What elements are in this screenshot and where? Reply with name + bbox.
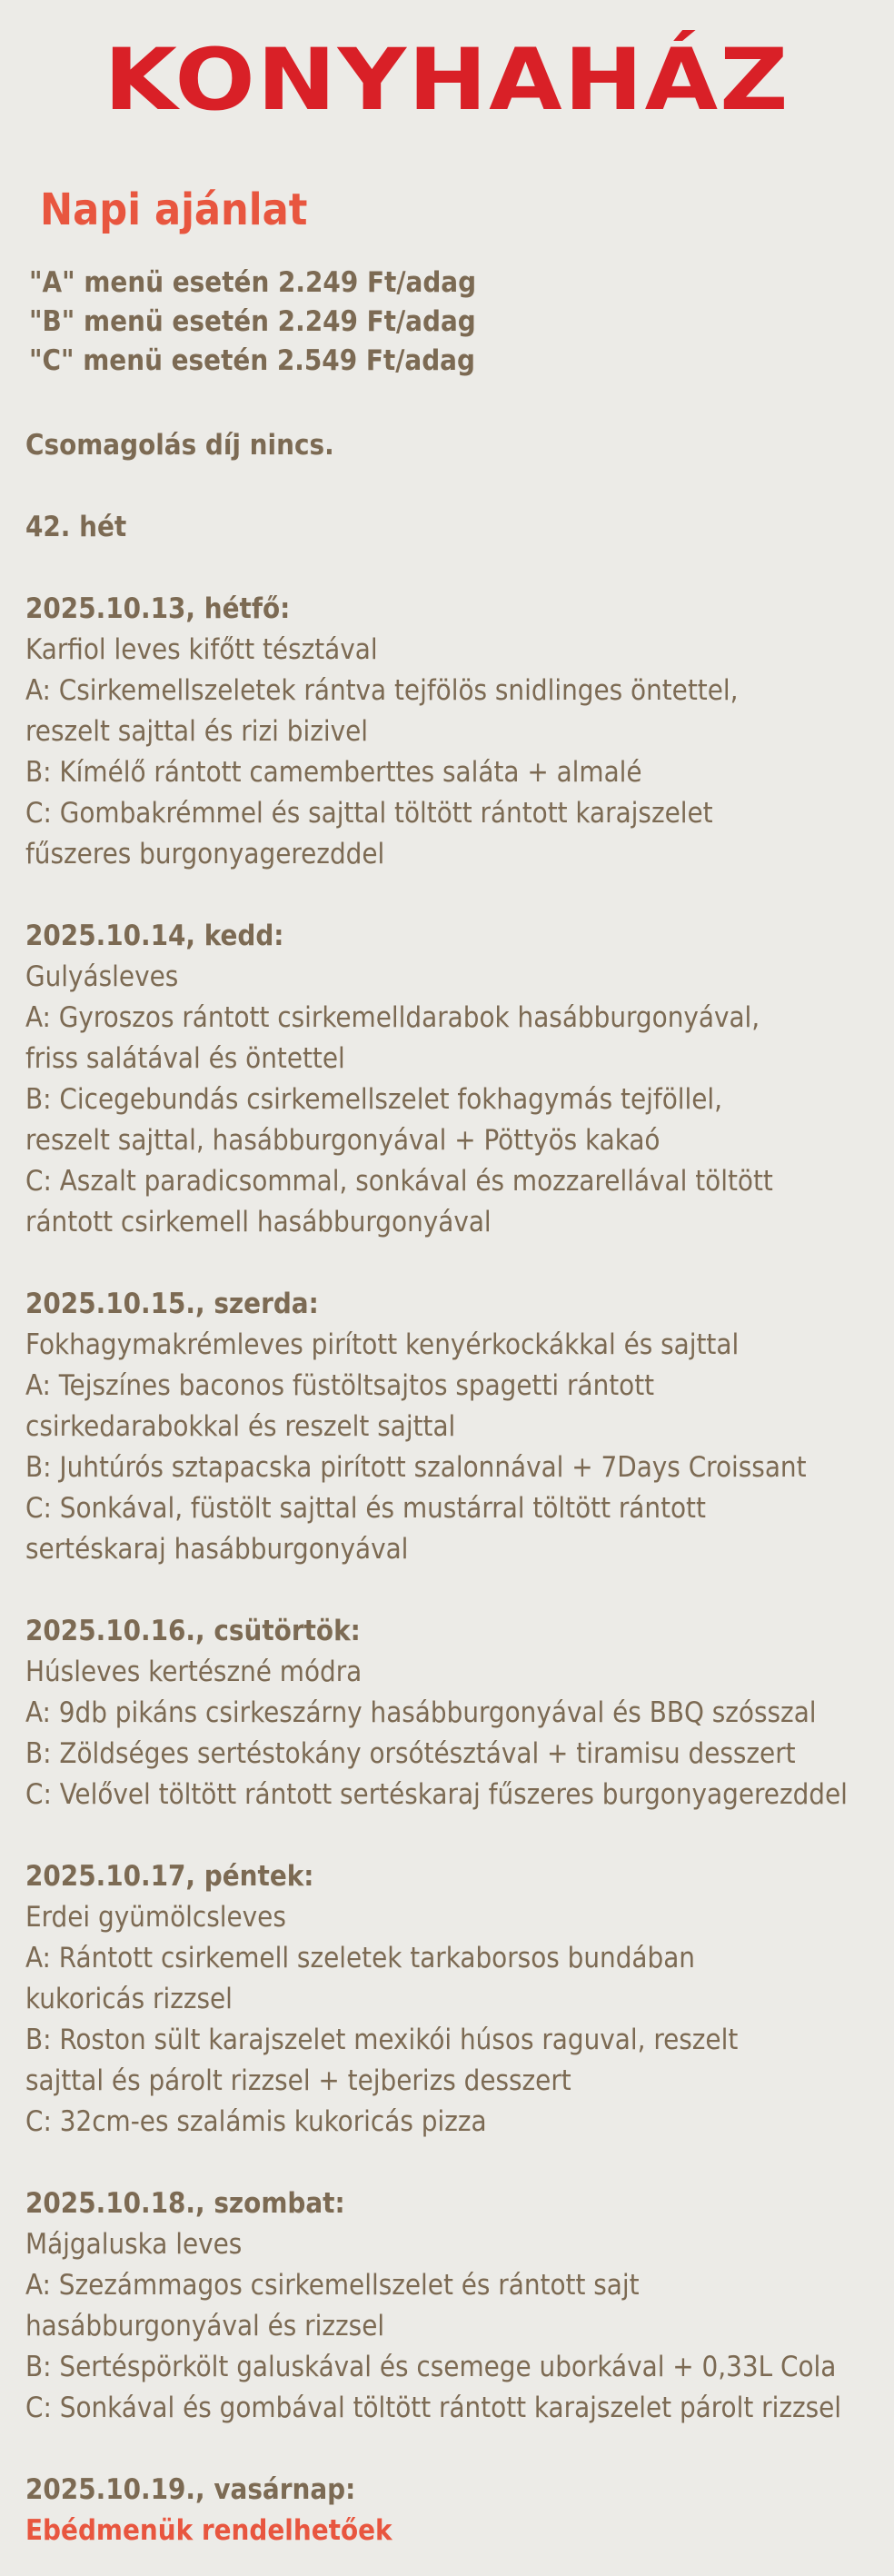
menu-line: A: Tejszínes baconos füstöltsajtos spagetti rántott [25, 1369, 655, 1402]
menu-line: C: Gombakrémmel és sajttal töltött rántott karajszelet [25, 797, 713, 830]
day-date: 2025.10.15., szerda: [25, 1288, 319, 1320]
price-b: "B" menü esetén 2.249 Ft/adag [29, 305, 476, 338]
day-date: 2025.10.14, kedd: [25, 920, 284, 952]
price-list [29, 264, 476, 381]
menu-line: C: Aszalt paradicsommal, sonkával és mozzarellával töltött [25, 1165, 773, 1198]
price-c: "C" menü esetén 2.549 Ft/adag [29, 344, 475, 377]
day-block-thursday [25, 1611, 889, 1815]
menu-line: hasábburgonyával és rizzsel [25, 2310, 385, 2342]
day-date: 2025.10.13, hétfő: [25, 592, 291, 625]
menu-line: B: Cicegebundás csirkemellszelet fokhagymás tejföllel, [25, 1083, 723, 1116]
packaging-note: Csomagolás díj nincs. [25, 429, 334, 462]
day-block-saturday [25, 2183, 889, 2429]
menu-line: C: 32cm-es szalámis kukoricás pizza [25, 2105, 487, 2138]
menu-line: B: Kímélő rántott camemberttes saláta + almalé [25, 756, 642, 789]
day-block-friday [25, 1856, 889, 2143]
menu-line: Fokhagymakrémleves pirított kenyérkockákkal és sajttal [25, 1328, 740, 1361]
menu-line: Erdei gyümölcsleves [25, 1901, 286, 1934]
menu-line: fűszeres burgonyagerezddel [25, 838, 385, 870]
menu-line: A: Csirkemellszeletek rántva tejfölös snidlinges öntettel, [25, 674, 739, 707]
menu-line: Karfiol leves kifőtt tésztával [25, 633, 378, 666]
day-block-wednesday [25, 1284, 889, 1570]
menu-line: C: Velővel töltött rántott sertéskaraj fűszeres burgonyagerezddel [25, 1778, 848, 1811]
menu-line: C: Sonkával, füstölt sajttal és mustárral töltött rántott [25, 1492, 706, 1525]
menu-line: A: Szezámmagos csirkemellszelet és rántott sajt [25, 2269, 640, 2302]
menu-content [25, 425, 889, 2551]
daily-offer-title: Napi ajánlat [40, 184, 308, 235]
menu-line: C: Sonkával és gombával töltött rántott karajszelet párolt rizzsel [25, 2392, 842, 2424]
menu-line: A: Rántott csirkemell szeletek tarkaborsos bundában [25, 1942, 695, 1974]
menu-line: reszelt sajttal, hasábburgonyával + Pöttyös kakaó [25, 1124, 661, 1157]
sunday-note: Ebédmenük rendelhetőek [25, 2514, 392, 2547]
menu-line: B: Roston sült karajszelet mexikói húsos raguval, reszelt [25, 2024, 739, 2056]
day-date: 2025.10.18., szombat: [25, 2187, 345, 2220]
day-date: 2025.10.17, péntek: [25, 1860, 314, 1893]
day-date: 2025.10.16., csütörtök: [25, 1615, 361, 1647]
menu-line: B: Sertéspörkölt galuskával és csemege uborkával + 0,33L Cola [25, 2351, 837, 2383]
menu-line: Húsleves kertészné módra [25, 1656, 363, 1688]
menu-line: B: Zöldséges sertéstokány orsótésztával + tiramisu desszert [25, 1737, 796, 1770]
brand-logo: KONYHAHÁZ [104, 29, 790, 130]
menu-line: Gulyásleves [25, 960, 179, 993]
week-label: 42. hét [25, 511, 127, 543]
menu-line: Májgaluska leves [25, 2228, 243, 2261]
menu-line: rántott csirkemell hasábburgonyával [25, 1206, 492, 1238]
menu-line: sajttal és párolt rizzsel + tejberizs desszert [25, 2064, 571, 2097]
menu-line: B: Juhtúrós sztapacska pirított szalonnával + 7Days Croissant [25, 1451, 807, 1484]
price-a: "A" menü esetén 2.249 Ft/adag [29, 266, 477, 299]
menu-line: sertéskaraj hasábburgonyával [25, 1533, 409, 1566]
day-date: 2025.10.19., vasárnap: [25, 2473, 356, 2506]
menu-line: csirkedarabokkal és reszelt sajttal [25, 1410, 456, 1443]
menu-line: A: 9db pikáns csirkeszárny hasábburgonyával és BBQ szósszal [25, 1696, 817, 1729]
day-block-monday [25, 589, 889, 875]
menu-line: kukoricás rizzsel [25, 1983, 233, 2015]
day-block-tuesday [25, 916, 889, 1243]
day-block-sunday [25, 2470, 889, 2551]
menu-line: reszelt sajttal és rizi bizivel [25, 715, 368, 748]
menu-line: A: Gyroszos rántott csirkemelldarabok hasábburgonyával, [25, 1001, 760, 1034]
menu-line: friss salátával és öntettel [25, 1042, 345, 1075]
